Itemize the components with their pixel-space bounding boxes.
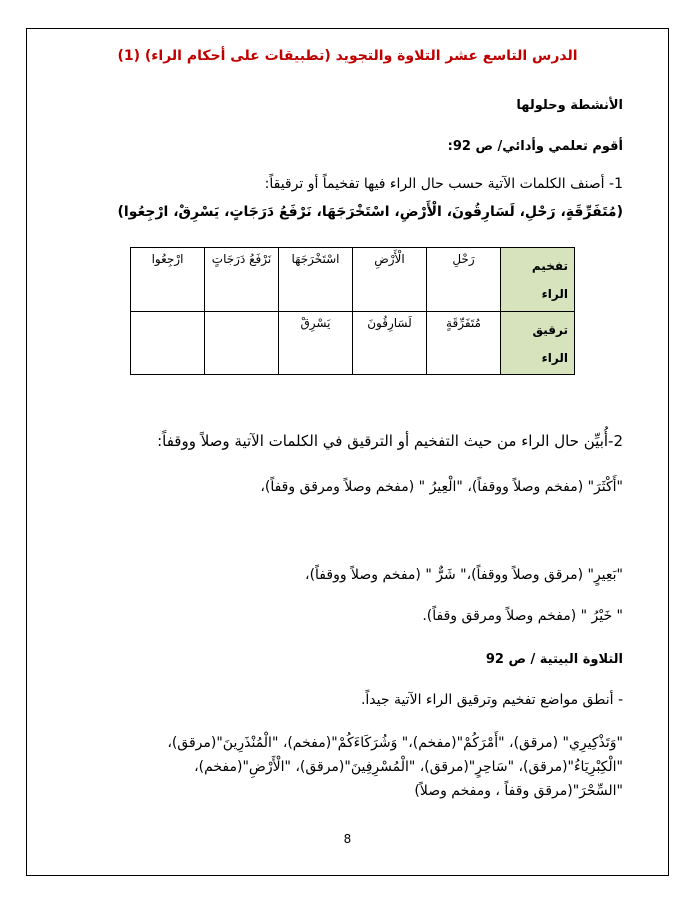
activities-heading: الأنشطة وحلولها [516, 98, 623, 113]
table-cell: يَسْرِقْ [279, 311, 353, 375]
recitation-line-2: "الْكِبْرِيَاءُ"(مرقق)، "سَاحِرٍ"(مرقق)، "الْمُسْرِفِينَ"(مرقق)، "الْأَرْضِ"(مفخم)، [194, 759, 623, 775]
q2-line-1: "أَكْثَرَ" (مفخم وصلاً ووقفاً)، "الْعِيرُ " (مفخم وصلاً ومرقق وقفاً)، [260, 479, 623, 495]
recitation-line-1: "وَتَذْكِيرِي" (مرقق)، "أَمْرَكُمْ"(مفخم)،" وَشُرَكَاءَكُمْ"(مفخم)، "الْمُنْذَرِينَ"(مرقق)، [167, 735, 623, 751]
table-row [131, 311, 575, 375]
row-header: ترقيق الراء [501, 311, 575, 375]
table-cell [131, 311, 205, 375]
recitation-heading: التلاوة البيتية / ص 92 [485, 652, 623, 667]
q2-prompt: 2-أُبيِّن حال الراء من حيث التفخيم أو الترقيق في الكلمات الآتية وصلاً ووقفاً: [157, 432, 623, 450]
recitation-line-3: "السِّحْرَ"(مرقق وقفاً ، ومفخم وصلاً) [414, 783, 623, 799]
q2-line-3: " خَيْرُ " (مفخم وصلاً ومرقق وقفاً). [422, 608, 623, 624]
classification-table [130, 247, 575, 375]
table-cell [205, 311, 279, 375]
table-row [131, 248, 575, 312]
table-cell: اسْتَخْرَجَهَا [279, 248, 353, 312]
table-cell: لَسَارِقُونَ [353, 311, 427, 375]
row-header: تفخيم الراء [501, 248, 575, 312]
table-cell: رَحْلِ [427, 248, 501, 312]
q1-words: (مُتَفَرِّقَةٍ، رَحْلِ، لَسَارِقُونَ، الْأَرْضِ، اسْتَخْرَجَهَا، نَرْفَعُ دَرَجَاتٍ، يَسْرِقْ، ارْجِعُوا) [117, 204, 623, 220]
lesson-title: الدرس التاسع عشر التلاوة والتجويد (تطبيقات على أحكام الراء) (1) [117, 48, 578, 64]
q2-line-2: "بَعِيرٍ" (مرقق وصلاً ووقفاً)،" شَرٌّ " (مفخم وصلاً ووقفاً)، [305, 567, 623, 583]
table-cell: الْأَرْضِ [353, 248, 427, 312]
assess-heading: أقوم تعلمي وأدائي/ ص 92: [447, 139, 623, 154]
table-cell: ارْجِعُوا [131, 248, 205, 312]
recitation-prompt: - أنطق مواضع تفخيم وترقيق الراء الآتية جيداً. [360, 692, 623, 708]
table-cell: نَرْفَعُ دَرَجَاتٍ [205, 248, 279, 312]
page-number: 8 [343, 832, 352, 846]
q1-prompt: 1- أصنف الكلمات الآتية حسب حال الراء فيها تفخيماً أو ترقيقاً: [264, 176, 623, 192]
table-cell: مُتَفَرِّقَةٍ [427, 311, 501, 375]
